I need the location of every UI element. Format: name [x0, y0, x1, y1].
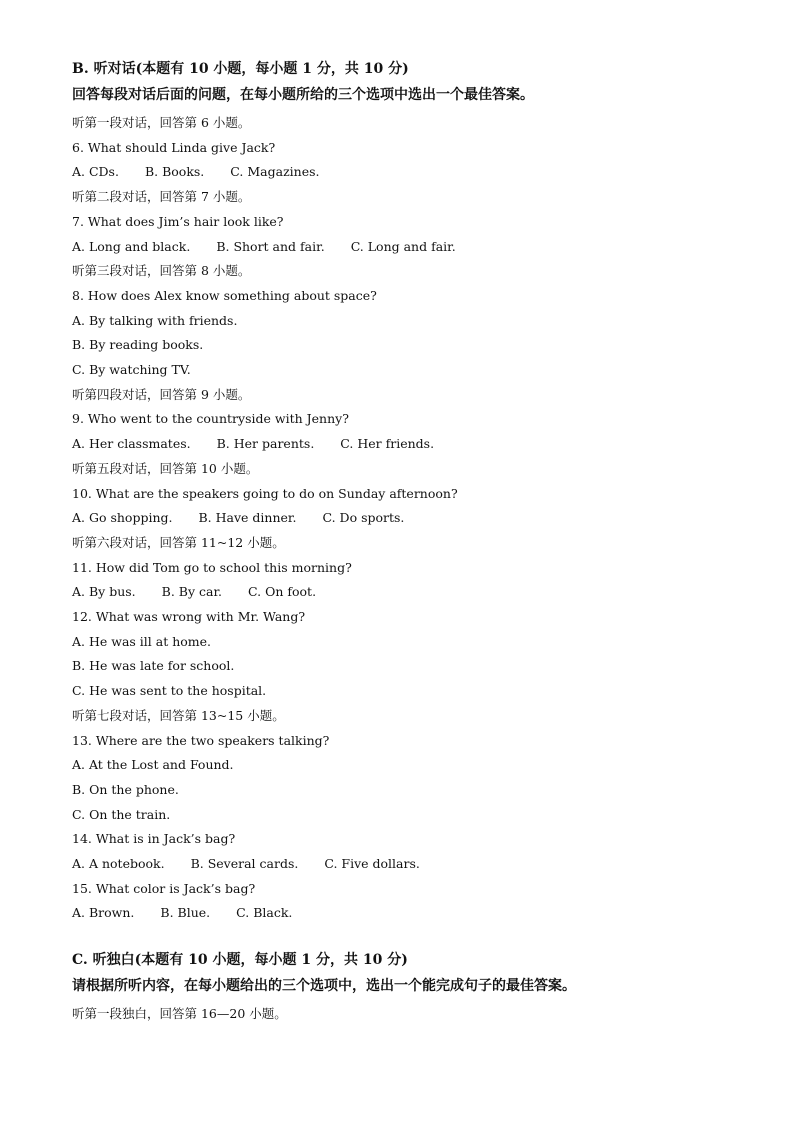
option: B. Her parents. [216, 436, 315, 452]
option: B. By reading books. [72, 337, 204, 353]
option: A. Brown. [72, 905, 135, 921]
dialogue-note: 听第六段对话，回答第 11~12 小题。 [72, 534, 285, 550]
question: 12. What was wrong with Mr. Wang? [72, 609, 306, 624]
dialogue-note: 听第三段对话，回答第 8 小题。 [72, 263, 251, 279]
option: A. He was ill at home. [72, 633, 212, 649]
question: 14. What is in Jack’s bag? [72, 831, 236, 847]
dialogue-note: 听第二段对话，回答第 7 小题。 [72, 189, 251, 205]
question: 15. What color is Jack’s bag? [72, 880, 256, 896]
option: B. On the phone. [72, 781, 179, 797]
dialogue-note: 听第五段对话，回答第 10 小题。 [72, 460, 259, 476]
section-instruction: 请根据所听内容，在每小题给出的三个选项中，选出一个能完成句子的最佳答案。 [72, 978, 576, 995]
question: 9. Who went to the countryside with Jenny? [72, 411, 349, 427]
option: C. On the train. [72, 806, 171, 822]
option: A. Go shopping. [72, 510, 173, 526]
option: B. By car. [161, 584, 223, 600]
option: B. Books. [144, 164, 205, 180]
option: A. A notebook. [72, 856, 165, 871]
option-row [72, 509, 404, 527]
option: C. On foot. [248, 584, 317, 600]
option: C. By watching TV. [72, 362, 191, 377]
option: C. Five dollars. [324, 856, 420, 871]
option: C. He was sent to the hospital. [72, 683, 267, 699]
question: 11. How did Tom go to school this morning? [72, 559, 352, 575]
option-row [72, 435, 434, 453]
option: B. Several cards. [190, 856, 299, 871]
question: 8. How does Alex know something about space? [72, 287, 377, 303]
option: C. Black. [236, 905, 293, 921]
option: B. Short and fair. [216, 238, 325, 254]
option: A. Her classmates. [72, 436, 191, 452]
option: A. Long and black. [72, 238, 191, 254]
question: 7. What does Jim’s hair look like? [72, 213, 284, 229]
option-row [72, 583, 316, 601]
question: 10. What are the speakers going to do on Sunday afternoon? [72, 485, 458, 501]
option: A. CDs. [72, 164, 119, 180]
section-heading: B. 听对话(本题有 10 小题，每小题 1 分，共 10 分) [72, 61, 409, 77]
option: C. Do sports. [322, 510, 405, 526]
dialogue-note: 听第七段对话，回答第 13~15 小题。 [72, 707, 285, 723]
option-row [72, 855, 420, 873]
option: B. Blue. [160, 905, 211, 921]
option-row [72, 238, 456, 256]
option: B. Have dinner. [198, 510, 297, 526]
dialogue-note: 听第一段对话，回答第 6 小题。 [72, 115, 251, 130]
option: C. Long and fair. [350, 238, 456, 254]
option: A. At the Lost and Found. [72, 757, 234, 773]
option: A. By talking with friends. [72, 312, 238, 328]
option: A. By bus. [72, 584, 136, 600]
section-instruction: 回答每段对话后面的问题，在每小题所给的三个选项中选出一个最佳答案。 [72, 87, 534, 103]
section-heading: C. 听独白(本题有 10 小题，每小题 1 分，共 10 分) [72, 952, 408, 969]
question: 6. What should Linda give Jack? [72, 139, 276, 155]
option: C. Her friends. [340, 436, 435, 452]
dialogue-note: 听第一段独白，回答第 16—20 小题。 [72, 1006, 287, 1022]
option-row [72, 904, 292, 922]
option: B. He was late for school. [72, 658, 235, 674]
question: 13. Where are the two speakers talking? [72, 732, 330, 748]
dialogue-note: 听第四段对话，回答第 9 小题。 [72, 386, 251, 402]
option-row [72, 163, 320, 181]
option: C. Magazines. [230, 164, 320, 180]
